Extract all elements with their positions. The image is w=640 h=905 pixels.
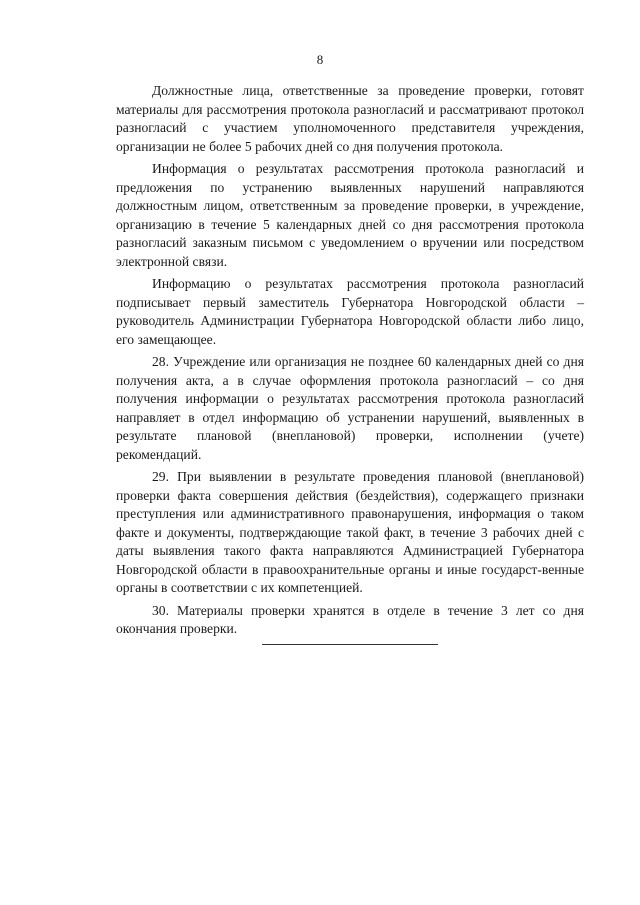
- paragraph-item-28: 28. Учреждение или организация не позднее 60 календарных дней со дня получения акта, а в случае оформления протокола разногласий – со дня получения информации о результатах рассмотрения протокола разногласий направляет в отдел информацию об устранении нарушений, выявленных в результате плановой (внеплановой) проверки, исполнении (учете) рекомендаций.: [116, 354, 584, 462]
- end-of-document-line: [262, 644, 438, 645]
- page-number: 8: [316, 52, 324, 67]
- paragraph-item-29: 29. При выявлении в результате проведения плановой (внеплановой) проверки факта совершения действия (бездействия), содержащего признаки преступления или административного правонарушения, информация о таком факте и документы, подтверждающие такой факт, в течение 3 рабочих дней с даты выявления такого факта направляются Администрацией Губернатора Новгородской области в правоохранительные органы и иные государст-венные органы в соответствии с их компетенцией.: [116, 469, 584, 595]
- paragraph-signatory: Информацию о результатах рассмотрения протокола разногласий подписывает первый заместитель Губернатора Новгородской области – руководитель Администрации Губернатора Новгородской области либо лицо, его замещающее.: [116, 276, 584, 347]
- paragraph-protocol-review: Должностные лица, ответственные за проведение проверки, готовят материалы для рассмотрения протокола разногласий и рассматривают протокол разногласий с участием уполномоченного представителя учреждения, организации не более 5 рабочих дней со дня получения протокола.: [116, 83, 584, 154]
- document-body: [116, 82, 584, 643]
- paragraph-item-30: 30. Материалы проверки хранятся в отделе в течение 3 лет со дня окончания проверки.: [116, 602, 584, 636]
- paragraph-review-results: Информация о результатах рассмотрения протокола разногласий и предложения по устранению выявленных нарушений направляются должностным лицом, ответственным за проведение проверки, в учреждение, организацию в течение 5 календарных дней со дня рассмотрения протокола разногласий заказным письмом с уведомлением о вручении или посредством электронной связи.: [116, 161, 584, 269]
